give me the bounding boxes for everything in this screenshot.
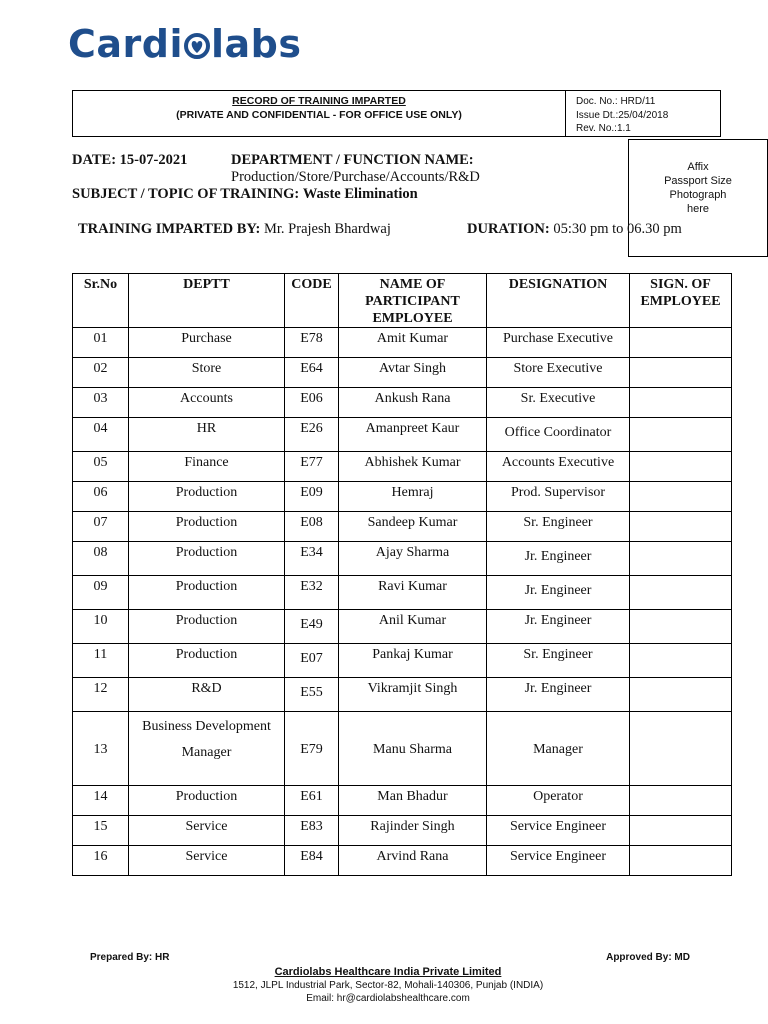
cell-signature[interactable] bbox=[630, 712, 732, 786]
cell-code: E26 bbox=[285, 418, 339, 452]
cell-signature[interactable] bbox=[630, 482, 732, 512]
document-header-box bbox=[72, 90, 721, 137]
cell-signature[interactable] bbox=[630, 644, 732, 678]
cell-designation: Operator bbox=[487, 786, 630, 816]
cell-signature[interactable] bbox=[630, 678, 732, 712]
cell-sr: 05 bbox=[73, 452, 129, 482]
cell-sr: 12 bbox=[73, 678, 129, 712]
table-row bbox=[73, 816, 732, 846]
cell-dept: Service bbox=[129, 846, 285, 876]
cell-signature[interactable] bbox=[630, 542, 732, 576]
cell-name: Ankush Rana bbox=[339, 388, 487, 418]
cell-name: Manu Sharma bbox=[339, 712, 487, 786]
cell-designation: Service Engineer bbox=[487, 816, 630, 846]
table-row bbox=[73, 328, 732, 358]
table-row bbox=[73, 418, 732, 452]
cell-code: E77 bbox=[285, 452, 339, 482]
cell-dept: Service bbox=[129, 816, 285, 846]
cell-name: Arvind Rana bbox=[339, 846, 487, 876]
imparted-by-value: Mr. Prajesh Bhardwaj bbox=[264, 221, 391, 237]
cell-designation: Manager bbox=[487, 712, 630, 786]
cell-code: E49 bbox=[285, 610, 339, 644]
header-sr-no: Sr.No bbox=[73, 274, 129, 328]
table-row bbox=[73, 678, 732, 712]
cell-signature[interactable] bbox=[630, 846, 732, 876]
document-title-cell bbox=[73, 91, 566, 136]
cell-name: Pankaj Kumar bbox=[339, 644, 487, 678]
cell-sr: 03 bbox=[73, 388, 129, 418]
cell-dept: Production bbox=[129, 482, 285, 512]
table-row bbox=[73, 644, 732, 678]
subject-value: Waste Elimination bbox=[302, 186, 418, 202]
photo-text-line: Passport Size bbox=[664, 175, 732, 187]
cell-sr: 04 bbox=[73, 418, 129, 452]
cell-dept: Production bbox=[129, 644, 285, 678]
cell-code: E78 bbox=[285, 328, 339, 358]
document-subtitle: (PRIVATE AND CONFIDENTIAL - FOR OFFICE USE ONLY) bbox=[176, 109, 462, 121]
subject-label: SUBJECT / TOPIC OF TRAINING: bbox=[72, 186, 300, 202]
photo-text-line: Photograph bbox=[669, 189, 727, 201]
cell-name: Avtar Singh bbox=[339, 358, 487, 388]
cell-name: Rajinder Singh bbox=[339, 816, 487, 846]
cell-designation: Accounts Executive bbox=[487, 452, 630, 482]
cell-dept: Production bbox=[129, 786, 285, 816]
cell-sr: 01 bbox=[73, 328, 129, 358]
cell-signature[interactable] bbox=[630, 358, 732, 388]
cell-designation: Jr. Engineer bbox=[487, 610, 630, 644]
cell-dept: Purchase bbox=[129, 328, 285, 358]
cell-name: Ravi Kumar bbox=[339, 576, 487, 610]
cell-code: E79 bbox=[285, 712, 339, 786]
header-code: CODE bbox=[285, 274, 339, 328]
logo-text-part2: labs bbox=[211, 22, 302, 66]
cell-code: E84 bbox=[285, 846, 339, 876]
cell-code: E08 bbox=[285, 512, 339, 542]
heart-circle-icon bbox=[184, 27, 210, 61]
cell-designation: Prod. Supervisor bbox=[487, 482, 630, 512]
cell-name: Amanpreet Kaur bbox=[339, 418, 487, 452]
cell-dept: Business Development Manager bbox=[129, 712, 285, 786]
cell-code: E61 bbox=[285, 786, 339, 816]
table-row bbox=[73, 786, 732, 816]
footer-address: 1512, JLPL Industrial Park, Sector-82, Mohali-140306, Punjab (INDIA) bbox=[232, 980, 544, 991]
photo-placeholder-box bbox=[628, 139, 768, 257]
cell-dept: Production bbox=[129, 576, 285, 610]
cell-designation: Jr. Engineer bbox=[487, 576, 630, 610]
cell-sr: 02 bbox=[73, 358, 129, 388]
cell-sr: 14 bbox=[73, 786, 129, 816]
approved-by: Approved By: MD bbox=[606, 952, 690, 963]
cell-designation: Jr. Engineer bbox=[487, 678, 630, 712]
imparted-by-line bbox=[78, 221, 391, 238]
imparted-by-label: TRAINING IMPARTED BY: bbox=[78, 221, 261, 237]
cell-sr: 06 bbox=[73, 482, 129, 512]
cell-sr: 16 bbox=[73, 846, 129, 876]
cell-signature[interactable] bbox=[630, 388, 732, 418]
document-control-cell bbox=[566, 91, 720, 136]
cell-code: E64 bbox=[285, 358, 339, 388]
cell-signature[interactable] bbox=[630, 328, 732, 358]
cell-name: Ajay Sharma bbox=[339, 542, 487, 576]
footer-email: Email: hr@cardiolabshealthcare.com bbox=[306, 993, 470, 1004]
participants-table bbox=[72, 273, 732, 876]
cell-signature[interactable] bbox=[630, 610, 732, 644]
table-row bbox=[73, 846, 732, 876]
cell-name: Vikramjit Singh bbox=[339, 678, 487, 712]
cell-code: E32 bbox=[285, 576, 339, 610]
cell-sr: 15 bbox=[73, 816, 129, 846]
cell-dept: Production bbox=[129, 512, 285, 542]
cell-dept: Finance bbox=[129, 452, 285, 482]
cell-sr: 13 bbox=[73, 712, 129, 786]
cell-designation: Jr. Engineer bbox=[487, 542, 630, 576]
cell-signature[interactable] bbox=[630, 816, 732, 846]
table-row bbox=[73, 482, 732, 512]
cell-signature[interactable] bbox=[630, 576, 732, 610]
cell-dept: R&D bbox=[129, 678, 285, 712]
cell-name: Hemraj bbox=[339, 482, 487, 512]
cell-signature[interactable] bbox=[630, 452, 732, 482]
cell-code: E83 bbox=[285, 816, 339, 846]
table-row bbox=[73, 452, 732, 482]
table-header-row bbox=[73, 274, 732, 328]
prepared-by: Prepared By: HR bbox=[90, 952, 170, 963]
cell-designation: Service Engineer bbox=[487, 846, 630, 876]
department-value: Production/Store/Purchase/Accounts/R&D bbox=[231, 169, 480, 185]
cell-designation: Purchase Executive bbox=[487, 328, 630, 358]
duration-label: DURATION: bbox=[467, 221, 550, 237]
header-department: DEPTT bbox=[129, 274, 285, 328]
doc-number: Doc. No.: HRD/11 bbox=[576, 96, 656, 107]
cell-designation: Sr. Executive bbox=[487, 388, 630, 418]
cell-code: E55 bbox=[285, 678, 339, 712]
cell-signature[interactable] bbox=[630, 786, 732, 816]
cell-designation: Sr. Engineer bbox=[487, 512, 630, 542]
training-date: DATE: 15-07-2021 bbox=[72, 152, 188, 168]
cell-designation: Sr. Engineer bbox=[487, 644, 630, 678]
cell-signature[interactable] bbox=[630, 512, 732, 542]
cell-name: Amit Kumar bbox=[339, 328, 487, 358]
cell-code: E09 bbox=[285, 482, 339, 512]
cell-dept: HR bbox=[129, 418, 285, 452]
cell-sr: 07 bbox=[73, 512, 129, 542]
document-title: RECORD OF TRAINING IMPARTED bbox=[232, 95, 406, 107]
table-row bbox=[73, 542, 732, 576]
cell-signature[interactable] bbox=[630, 418, 732, 452]
cell-name: Man Bhadur bbox=[339, 786, 487, 816]
footer-company-name: Cardiolabs Healthcare India Private Limited bbox=[274, 966, 502, 978]
cell-designation: Office Coordinator bbox=[487, 418, 630, 452]
cell-dept: Production bbox=[129, 610, 285, 644]
cell-name: Abhishek Kumar bbox=[339, 452, 487, 482]
photo-text-line: here bbox=[686, 203, 710, 215]
cell-sr: 10 bbox=[73, 610, 129, 644]
cell-sr: 09 bbox=[73, 576, 129, 610]
cell-sr: 08 bbox=[73, 542, 129, 576]
issue-date: Issue Dt.:25/04/2018 bbox=[576, 109, 669, 121]
subject-line bbox=[72, 186, 418, 203]
cell-dept: Store bbox=[129, 358, 285, 388]
cell-code: E07 bbox=[285, 644, 339, 678]
cell-designation: Store Executive bbox=[487, 358, 630, 388]
header-signature: SIGN. OF EMPLOYEE bbox=[630, 274, 732, 328]
cell-name: Sandeep Kumar bbox=[339, 512, 487, 542]
photo-text-line: Affix bbox=[687, 161, 709, 173]
table-row bbox=[73, 512, 732, 542]
department-label: DEPARTMENT / FUNCTION NAME: bbox=[231, 152, 474, 168]
cell-sr: 11 bbox=[73, 644, 129, 678]
table-row bbox=[73, 576, 732, 610]
revision-number: Rev. No.:1.1 bbox=[576, 123, 631, 134]
cell-dept: Production bbox=[129, 542, 285, 576]
cell-code: E34 bbox=[285, 542, 339, 576]
table-row bbox=[73, 610, 732, 644]
cell-name: Anil Kumar bbox=[339, 610, 487, 644]
company-logo bbox=[68, 22, 302, 66]
table-row bbox=[73, 712, 732, 786]
table-row bbox=[73, 388, 732, 418]
cell-dept: Accounts bbox=[129, 388, 285, 418]
duration-line bbox=[467, 221, 682, 238]
logo-text-part1: Cardi bbox=[68, 22, 183, 66]
cell-code: E06 bbox=[285, 388, 339, 418]
header-participant-name: NAME OF PARTICIPANT EMPLOYEE bbox=[339, 274, 487, 328]
header-designation: DESIGNATION bbox=[487, 274, 630, 328]
table-row bbox=[73, 358, 732, 388]
duration-value: 05:30 pm to 06.30 pm bbox=[553, 221, 682, 237]
